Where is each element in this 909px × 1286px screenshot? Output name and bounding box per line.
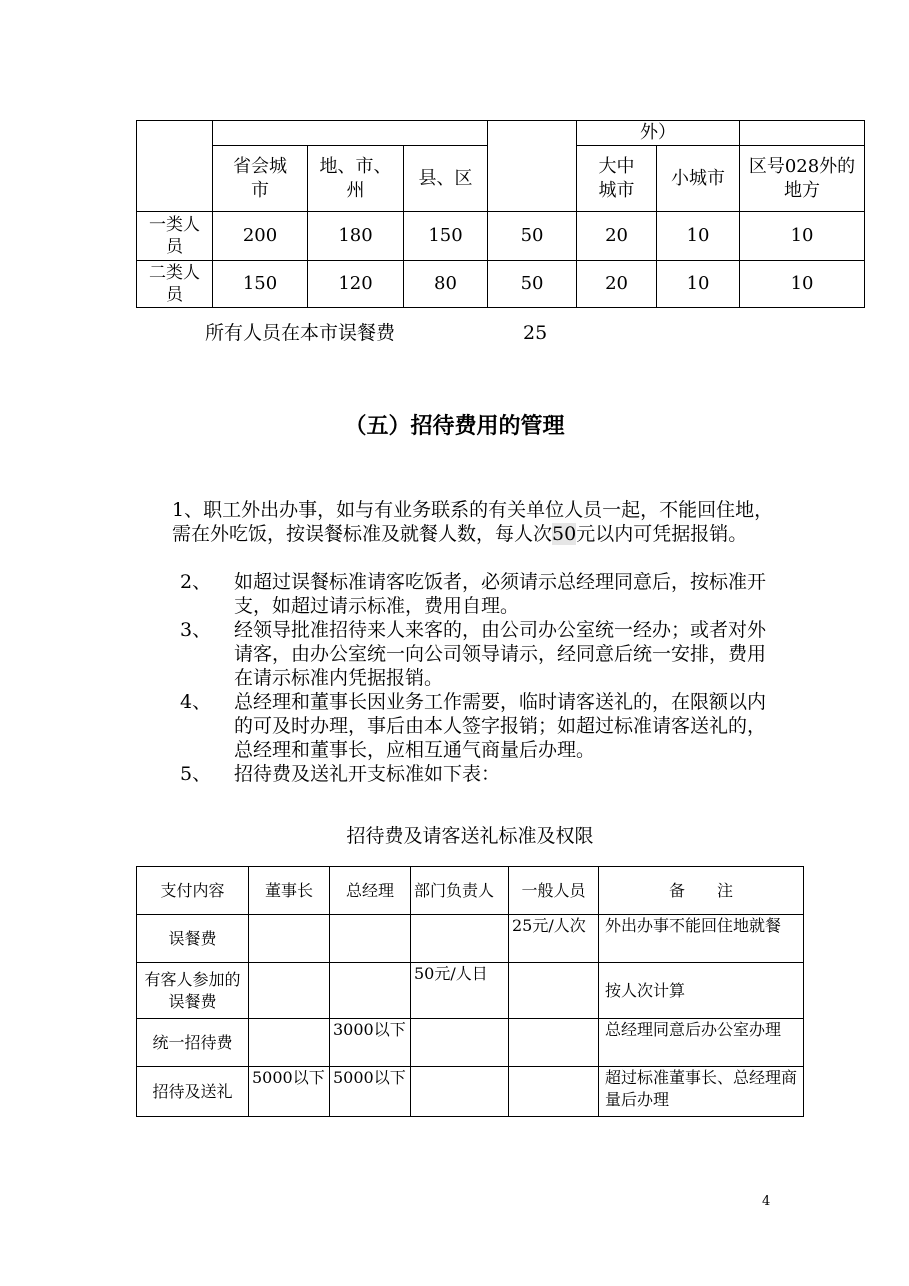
table-row (137, 915, 804, 963)
column-header: 一般人员 (509, 867, 599, 915)
list-item-text: 如超过误餐标准请客吃饭者，必须请示总经理同意后，按标准开支，如超过请示标准，费用自理。 (234, 571, 767, 617)
row-label: 有客人参加的误餐费 (137, 963, 249, 1019)
table-cell: 20 (577, 212, 657, 261)
table-cell (330, 963, 411, 1019)
list-item-number: 5、 (180, 763, 212, 785)
table-row (137, 1067, 804, 1117)
table-cell: 150 (404, 212, 488, 261)
table-cell: 200 (213, 212, 308, 261)
row-label: 误餐费 (137, 915, 249, 963)
table-cell (249, 1019, 330, 1067)
table-cell: 10 (657, 261, 740, 308)
table-cell (249, 915, 330, 963)
table-cell: 外出办事不能回住地就餐 (599, 915, 804, 963)
table-cell: 5000以下 (249, 1067, 330, 1117)
table-cell: 50元/人日 (411, 963, 509, 1019)
page-number: 4 (762, 1194, 771, 1209)
table-cell: 120 (308, 261, 404, 308)
list-item-number: 3、 (180, 619, 212, 641)
table-cell (509, 1019, 599, 1067)
table-cell: 总经理同意后办公室办理 (599, 1019, 804, 1067)
column-header: 省会城市 (213, 146, 308, 212)
table-cell (509, 1067, 599, 1117)
table-cell: 按人次计算 (599, 963, 804, 1019)
list-item-number: 4、 (180, 691, 212, 713)
column-header: 县、区 (404, 146, 488, 212)
meal-note (205, 320, 548, 346)
column-header: 备 注 (599, 867, 804, 915)
list-item-text: 总经理和董事长因业务工作需要，临时请客送礼的，在限额以内的可及时办理，事后由本人签字报销；如超过标准请客送礼的，总经理和董事长，应相互通气商量后办理。 (234, 691, 767, 761)
paragraph-1 (172, 498, 777, 546)
table-cell: 150 (213, 261, 308, 308)
column-header: 大中城市 (577, 146, 657, 212)
table-cell: 180 (308, 212, 404, 261)
column-header: 区号028外的地方 (740, 146, 865, 212)
table-row (137, 121, 865, 146)
table-cell: 3000以下 (330, 1019, 411, 1067)
highlighted-amount: 50 (552, 523, 577, 545)
table-cell (411, 1019, 509, 1067)
table-cell: 外） (577, 121, 740, 146)
list-item-text: 招待费及送礼开支标准如下表： (234, 763, 501, 785)
column-header: 总经理 (330, 867, 411, 915)
table-header-row (137, 867, 804, 915)
column-header: 小城市 (657, 146, 740, 212)
row-label: 统一招待费 (137, 1019, 249, 1067)
table-cell: 50 (488, 261, 577, 308)
table-cell: 50 (488, 212, 577, 261)
paragraph-1-text-end: 元以内可凭据报销。 (576, 523, 748, 545)
row-label: 一类人员 (137, 212, 213, 261)
table-cell (411, 1067, 509, 1117)
table-cell (137, 121, 213, 212)
table-row (137, 261, 865, 308)
table-cell: 超过标准董事长、总经理商量后办理 (599, 1067, 804, 1117)
table-caption: 招待费及请客送礼标准及权限 (346, 825, 594, 847)
table-cell (213, 121, 488, 146)
column-header: 董事长 (249, 867, 330, 915)
meal-note-amount: 25 (523, 322, 548, 344)
hospitality-standard-table (136, 866, 804, 1117)
row-label: 二类人员 (137, 261, 213, 308)
table-cell: 80 (404, 261, 488, 308)
table-cell: 10 (740, 261, 865, 308)
table-cell (488, 121, 577, 212)
column-header: 部门负责人 (411, 867, 509, 915)
list-item-text: 经领导批准招待来人来客的，由公司办公室统一经办；或者对外请客，由办公室统一向公司领导请示，经同意后统一安排，费用在请示标准内凭据报销。 (234, 619, 767, 689)
table-cell: 20 (577, 261, 657, 308)
table-cell: 10 (740, 212, 865, 261)
column-header: 地、市、州 (308, 146, 404, 212)
meal-note-text: 所有人员在本市误餐费 (205, 322, 396, 344)
table-cell (330, 915, 411, 963)
paragraph-1-text: 1、职工外出办事，如与有业务联系的有关单位人员一起，不能回住地，需在外吃饭，按误餐标准及就餐人数，每人次 (172, 499, 774, 545)
table-cell: 5000以下 (330, 1067, 411, 1117)
table-cell (509, 963, 599, 1019)
table-cell (740, 121, 865, 146)
table-row (137, 1019, 804, 1067)
row-label: 招待及送礼 (137, 1067, 249, 1117)
table-cell: 25元/人次 (509, 915, 599, 963)
meal-allowance-table (136, 120, 865, 308)
list-item-number: 2、 (180, 571, 212, 593)
table-row (137, 963, 804, 1019)
table-row (137, 212, 865, 261)
table-cell: 10 (657, 212, 740, 261)
section-title: （五）招待费用的管理 (344, 413, 565, 439)
column-header: 支付内容 (137, 867, 249, 915)
table-cell (411, 915, 509, 963)
table-cell (249, 963, 330, 1019)
